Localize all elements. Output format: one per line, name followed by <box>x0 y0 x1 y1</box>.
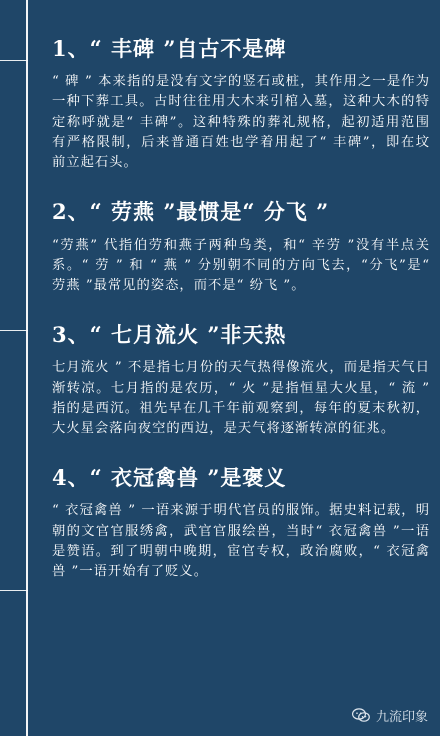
section-title: 2、“ 劳燕 ”最惯是“ 分飞 ” <box>52 199 330 225</box>
section-title: 1、“ 丰碑 ”自古不是碑 <box>52 36 287 61</box>
section-title: 3、“ 七月流火 ”非天热 <box>52 322 287 348</box>
section-text: “劳燕” 代指伯劳和燕子两种鸟类，和“ 辛劳 ”没有半点关系。“ 劳 ” 和 “ 燕 ” 分别朝不同的方向飞去，“分飞”是“ 劳燕 ”最常见的姿态，而不是“ 纷飞 ”。 <box>52 237 430 293</box>
frame-vertical-line <box>26 0 28 736</box>
article-section <box>52 36 430 173</box>
wechat-icon <box>352 708 370 723</box>
frame-horizontal-line <box>0 330 28 331</box>
section-text: 七月流火 ” 不是指七月份的天气热得像流火，而是指天气日渐转凉。七月指的是农历，“ 火 ”是指恒星大火星，“ 流 ” 指的是西沉。祖先早在几千年前观察到，每年的夏末秋初，大火星会落向夜空的西边，是天气将逐渐转凉的征兆。 <box>52 360 430 436</box>
wechat-watermark <box>352 706 428 725</box>
article-content <box>52 36 430 608</box>
frame-horizontal-line <box>0 590 28 591</box>
article-section <box>52 199 430 296</box>
watermark-text: 九流印象 <box>375 710 428 725</box>
frame-horizontal-line <box>0 60 28 61</box>
section-title: 4、“ 衣冠禽兽 ”是褒义 <box>52 465 287 491</box>
section-text: “ 碑 ” 本来指的是没有文字的竖石或桩，其作用之一是作为一种下葬工具。古时往往用大木来引棺入墓，这种大木的特定称呼就是“ 丰碑”。这种特殊的葬礼规格，起初适用范围有严格限制，后来普通百姓也学着用起了“ 丰碑”，即在坟前立起石头。 <box>52 74 430 171</box>
article-section <box>52 465 430 582</box>
section-text: “ 衣冠禽兽 ” 一语来源于明代官员的服饰。据史料记载，明朝的文官官服绣禽，武官官服绘兽，当时“ 衣冠禽兽 ”一语是赞语。到了明朝中晚期，宦官专权，政治腐败，“ 衣冠禽兽 ”一语开始有了贬义。 <box>52 503 430 580</box>
article-section <box>52 322 430 439</box>
